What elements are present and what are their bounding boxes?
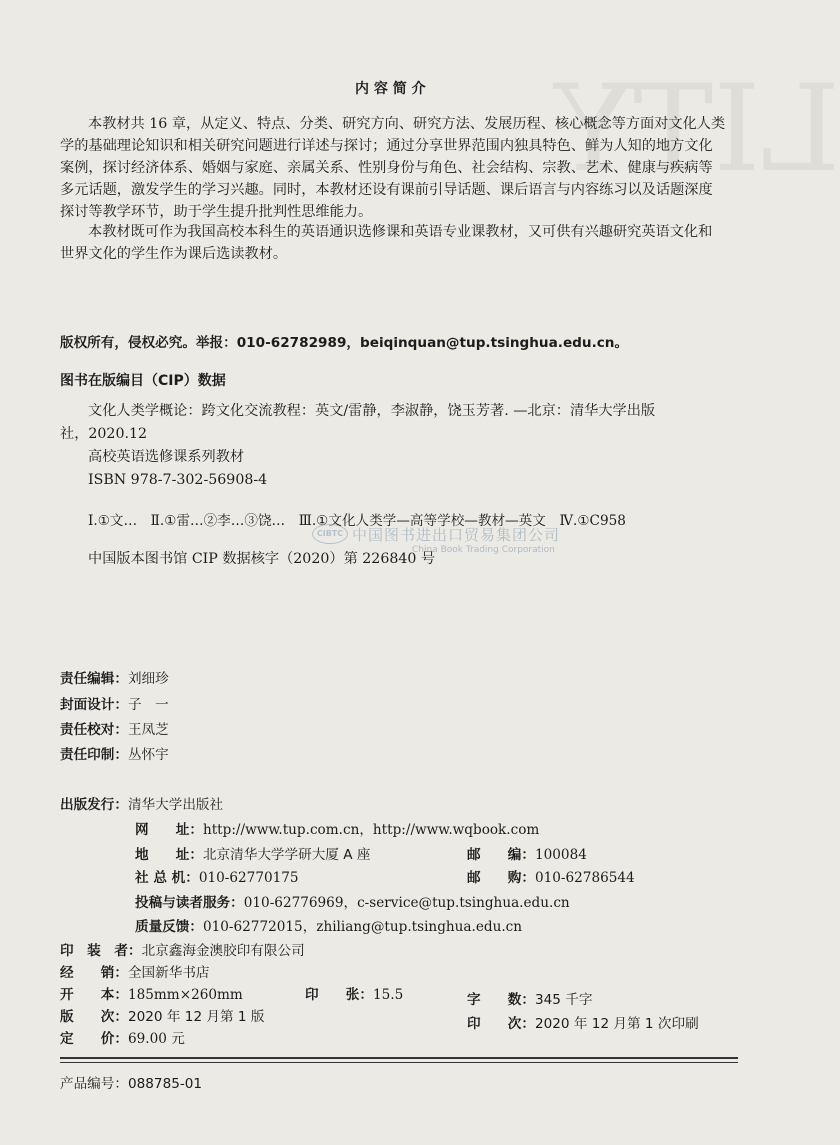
mail-order-value: 010-62786544 — [534, 870, 635, 886]
staff-value: 丛怀宇 — [127, 747, 169, 763]
staff-proofreader — [60, 718, 169, 738]
intro-title: 内 容 简 介 — [355, 81, 426, 97]
cibtc-company-en: China Book Trading Corporation — [412, 545, 555, 555]
publisher-website — [135, 818, 539, 838]
edition — [60, 1005, 265, 1025]
divider-rule-top — [60, 1057, 738, 1059]
cip-isbn: ISBN 978-7-302-56908-4 — [88, 472, 268, 488]
cip-record-number: 中国版本图书馆 CIP 数据核字（2020）第 226840 号 — [88, 551, 436, 567]
intro-line: 本教材既可作为我国高校本科生的英语通识选修课和英语专业课教材，又可供有兴趣研究英语文化和 — [88, 224, 713, 240]
staff-cover-design — [60, 693, 169, 713]
distributor-label: 经 销： — [60, 965, 128, 981]
price — [60, 1027, 185, 1047]
edition-label: 版 次： — [60, 1009, 128, 1025]
format-label: 开 本： — [60, 987, 128, 1003]
format-value: 185mm×260mm — [127, 987, 243, 1003]
copyright-notice: 版权所有，侵权必究。举报：010-62782989，beiqinquan@tup.tsinghua.edu.cn。 — [60, 335, 629, 351]
intro-line: 世界文化的学生作为课后选读教材。 — [60, 246, 288, 262]
cip-heading: 图书在版编目（CIP）数据 — [60, 373, 226, 389]
postcode-value: 100084 — [534, 847, 587, 863]
impression-label: 印 次： — [467, 1016, 535, 1032]
address-value: 北京清华大学学研大厦 A 座 — [202, 847, 371, 863]
publisher-postcode — [467, 843, 587, 863]
printed-sheets — [305, 983, 403, 1003]
divider-rule-bottom — [60, 1062, 738, 1063]
impression-value: 2020 年 12 月第 1 次印刷 — [534, 1016, 699, 1032]
distributor — [60, 961, 210, 981]
cibtc-company-cn: 中国图书进出口贸易集团公司 — [352, 526, 561, 544]
publisher-line — [60, 793, 223, 813]
postcode-label: 邮 编： — [467, 847, 535, 863]
staff-label: 责任编辑： — [60, 671, 128, 687]
impression — [467, 1012, 699, 1032]
address-label: 地 址： — [135, 847, 203, 863]
quality-feedback-label: 质量反馈： — [135, 919, 203, 935]
publisher-switchboard — [135, 866, 299, 886]
printer-label: 印 装 者： — [60, 943, 142, 959]
intro-paragraph-1 — [60, 113, 750, 223]
website-value: http://www.tup.com.cn，http://www.wqbook.com — [202, 822, 540, 838]
publisher-reader-service — [135, 891, 570, 911]
intro-line: 学的基础理论知识和相关研究问题进行详述与探讨；通过分享世界范围内独具特色、鲜为人知的地方文化 — [60, 138, 713, 154]
cip-classification: Ⅰ.①文… Ⅱ.①雷…②李…③饶… Ⅲ.①文化人类学—高等学校—教材—英文 Ⅳ.①C958 — [88, 513, 626, 529]
publisher-address — [135, 843, 370, 863]
publisher-label: 出版发行： — [60, 797, 128, 813]
word-count-label: 字 数： — [467, 992, 535, 1008]
staff-label: 封面设计： — [60, 697, 128, 713]
switchboard-label: 社 总 机： — [135, 870, 199, 886]
publisher-mail-order — [467, 866, 635, 886]
staff-printing-supervisor — [60, 743, 169, 763]
word-count-value: 345 千字 — [534, 992, 593, 1008]
staff-label: 责任印制： — [60, 747, 128, 763]
cip-series: 高校英语选修课系列教材 — [88, 449, 245, 465]
edition-value: 2020 年 12 月第 1 版 — [127, 1009, 265, 1025]
mail-order-label: 邮 购： — [467, 870, 535, 886]
distributor-value: 全国新华书店 — [127, 965, 210, 981]
cip-line-2: 社，2020.12 — [60, 426, 148, 442]
cip-line-1: 文化人类学概论：跨文化交流教程：英文/雷静，李淑静，饶玉芳著. —北京：清华大学出版 — [88, 403, 656, 419]
quality-feedback-value: 010-62772015，zhiliang@tup.tsinghua.edu.cn — [202, 919, 523, 935]
publisher-quality-feedback — [135, 915, 522, 935]
switchboard-value: 010-62770175 — [198, 870, 299, 886]
reader-service-value: 010-62776969，c-service@tup.tsinghua.edu.cn — [243, 895, 570, 911]
intro-line: 多元话题，激发学生的学习兴趣。同时，本教材还设有课前引导话题、课后语言与内容练习以及话题深度 — [60, 182, 713, 198]
intro-paragraph-2 — [60, 221, 750, 265]
reader-service-label: 投稿与读者服务： — [135, 895, 244, 911]
staff-value: 子 一 — [127, 697, 169, 713]
printer-value: 北京鑫海金澳胶印有限公司 — [141, 943, 305, 959]
intro-line: 本教材共 16 章，从定义、特点、分类、研究方向、研究方法、发展历程、核心概念等方面对文化人类 — [88, 116, 726, 132]
show-through-watermark: LITY — [553, 60, 840, 199]
intro-line: 探讨等教学环节，助于学生提升批判性思维能力。 — [60, 204, 373, 220]
price-label: 定 价： — [60, 1031, 128, 1047]
cibtc-logo: CIBTC — [312, 524, 348, 544]
price-value: 69.00 元 — [127, 1031, 185, 1047]
sheets-label: 印 张： — [305, 987, 373, 1003]
sheets-value: 15.5 — [372, 987, 404, 1003]
word-count — [467, 988, 592, 1008]
product-code: 产品编号：088785-01 — [60, 1076, 203, 1092]
website-label: 网 址： — [135, 822, 203, 838]
printer — [60, 939, 305, 959]
intro-line: 案例，探讨经济体系、婚姻与家庭、亲属关系、性别身份与角色、社会结构、宗教、艺术、健康与疾病等 — [60, 160, 713, 176]
book-format — [60, 983, 243, 1003]
staff-label: 责任校对： — [60, 722, 128, 738]
staff-value: 王凤芝 — [127, 722, 169, 738]
staff-editor — [60, 667, 169, 687]
staff-value: 刘细珍 — [127, 671, 169, 687]
publisher-value: 清华大学出版社 — [127, 797, 224, 813]
